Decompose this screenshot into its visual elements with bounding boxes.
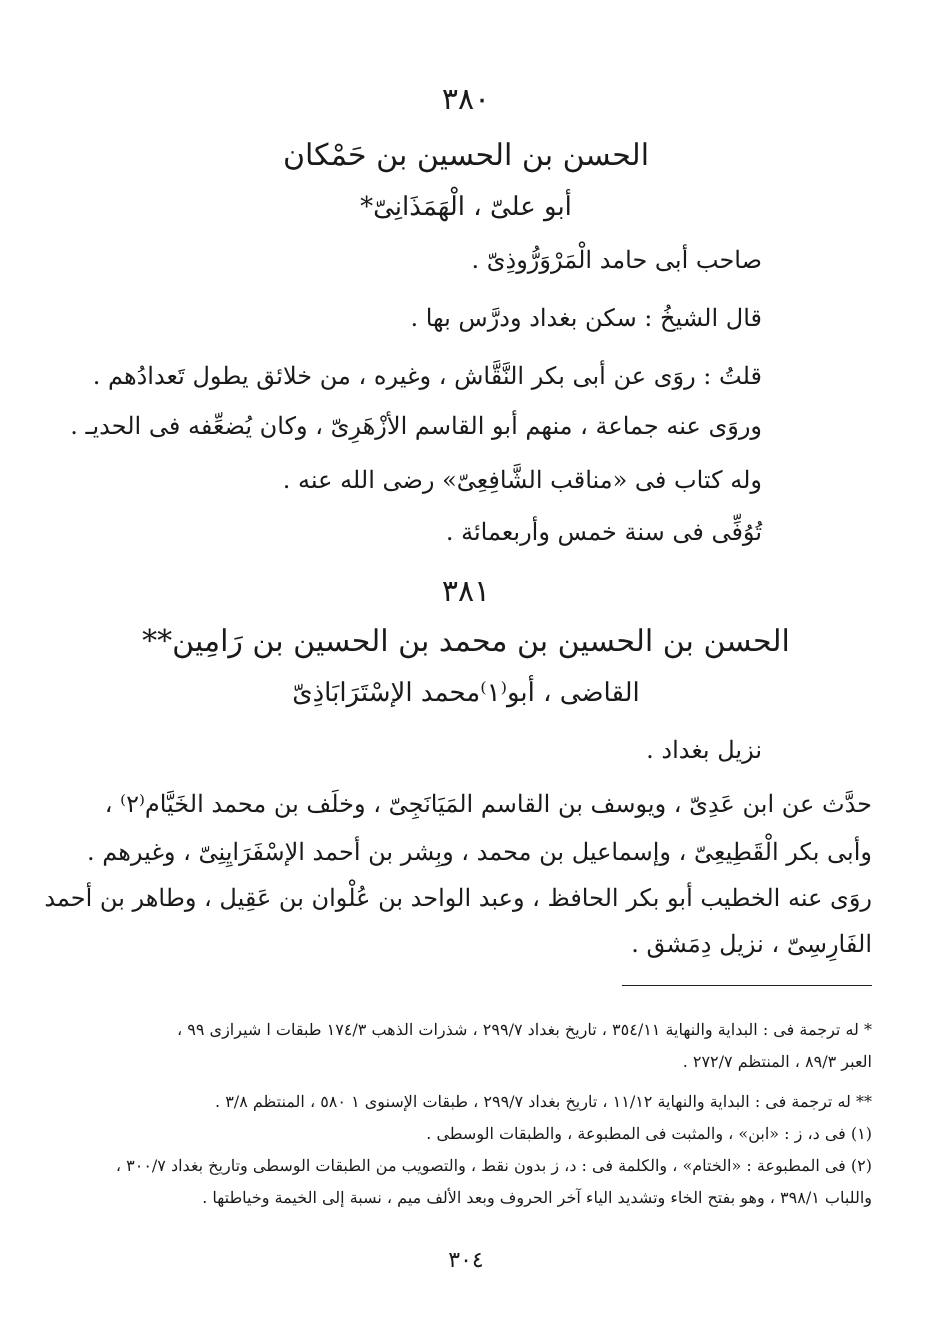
entry-380-line: قال الشيخُ : سكن بغداد ودرَّس بها . <box>410 304 762 332</box>
footnote-line: واللباب ٣٩٨/١ ، وهو بفتح الخاء وتشديد الياء آخر الحروف وبعد الألف ميم ، نسبة إلى الخيمة وخياطتها . <box>202 1188 872 1207</box>
entry-381-line: الفَارِسِىّ ، نزيل دِمَشق . <box>631 930 872 958</box>
footnote-separator <box>622 985 872 986</box>
footnote-line: * له ترجمة فى : البداية والنهاية ٣٥٤/١١ ، تاريخ بغداد ٢٩٩/٧ ، شذرات الذهب ١٧٤/٣ طبقات ا شيرازى ٩٩ ، <box>177 1020 872 1039</box>
entry-number-380: ٣٨٠ <box>441 82 491 117</box>
entry-381-line: حدَّث عن ابن عَدِىّ ، ويوسف بن القاسم المَيَانَجِىّ ، وخلَف بن محمد الخَيَّام⁽٢⁾ ، <box>104 790 872 818</box>
entry-title-380: الحسن بن الحسين بن حَمْكان <box>282 138 650 173</box>
footnote-line: ** له ترجمة فى : البداية والنهاية ١١/١٢ ، تاريخ بغداد ٢٩٩/٧ ، طبقات الإسنوى ١ ٥٨٠ ، المنتظم ٣/٨ . <box>215 1092 872 1111</box>
entry-381-line: نزيل بغداد . <box>646 736 762 764</box>
entry-title-381: الحسن بن الحسين بن محمد بن الحسين بن رَامِين** <box>142 624 790 659</box>
entry-subtitle-381: القاضى ، أبو⁽١⁾محمد الإسْتَرَابَاذِىّ <box>292 678 640 708</box>
footnote-line: (٢) فى المطبوعة : «الختام» ، والكلمة فى : د، ز بدون نقط ، والتصويب من الطبقات الوسطى وتاريخ بغداد ٣٠٠/٧ ، <box>115 1156 872 1175</box>
footnote-line: (١) فى د، ز : «ابن» ، والمثبت فى المطبوعة ، والطبقات الوسطى . <box>426 1124 872 1143</box>
entry-number-381: ٣٨١ <box>441 574 491 609</box>
entry-380-line: وله كتاب فى «مناقب الشَّافِعِىّ» رضى الله عنه . <box>282 466 762 494</box>
entry-subtitle-380: أبو علىّ ، الْهَمَذَانِىّ* <box>360 192 572 222</box>
entry-380-line: صاحب أبى حامد الْمَرْوَرُّوذِىّ . <box>471 246 762 274</box>
entry-380-line: قلتُ : روَى عن أبى بكر النَّقَّاش ، وغيره ، من خلائق يطول تَعدادُهم . <box>92 362 762 390</box>
page-number: ٣٠٤ <box>448 1248 484 1273</box>
entry-381-line: روَى عنه الخطيب أبو بكر الحافظ ، وعبد الواحد بن عُلْوان بن عَقِيل ، وطاهر بن أحمد <box>44 884 872 912</box>
entry-380-line: وروَى عنه جماعة ، منهم أبو القاسم الأزْهَرِىّ ، وكان يُضعِّفه فى الحديـ . <box>70 412 762 440</box>
entry-381-line: وأبى بكر الْقَطِيعِىّ ، وإسماعيل بن محمد ، وبِشر بن أحمد الإسْفَرَايِنِىّ ، وغيرهم . <box>86 838 872 866</box>
entry-380-line: تُوُفِّى فى سنة خمس وأربعمائة . <box>445 518 762 546</box>
footnote-line: العبر ٨٩/٣ ، المنتظم ٢٧٢/٧ . <box>682 1052 872 1071</box>
